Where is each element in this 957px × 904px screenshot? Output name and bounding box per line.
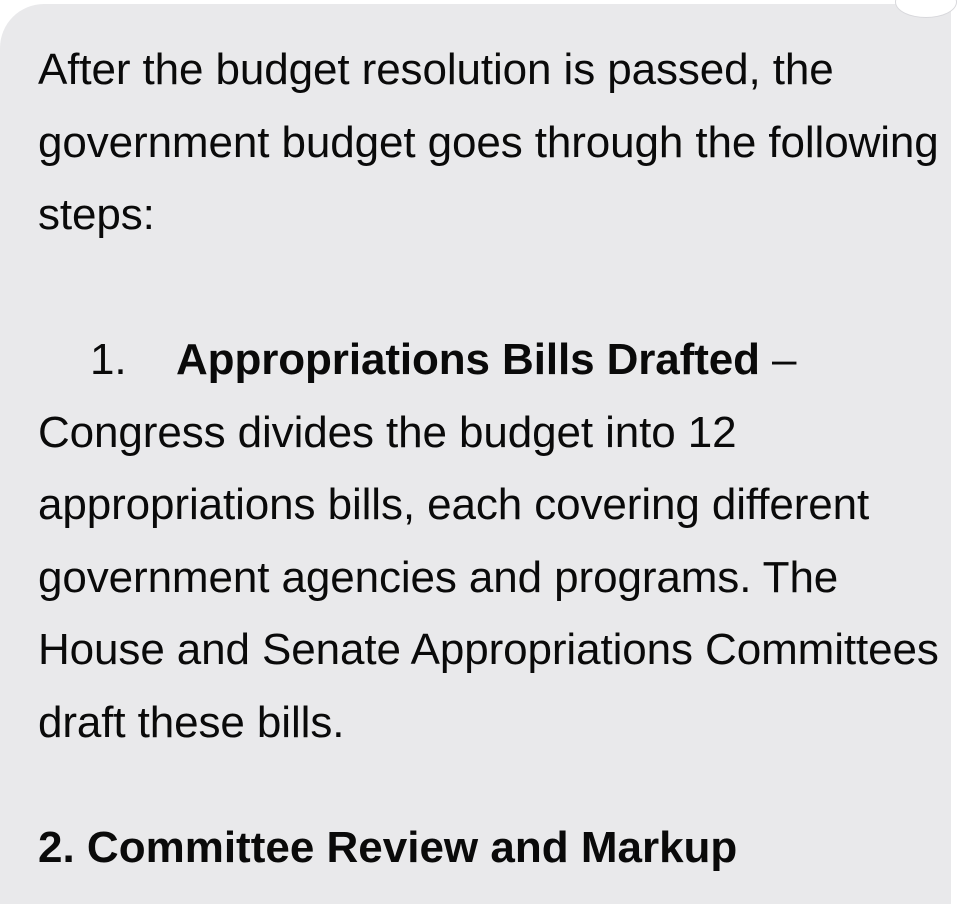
step-title: Appropriations Bills Drafted xyxy=(176,335,760,384)
previous-bubble-edge xyxy=(895,0,957,18)
list-item-step-1 xyxy=(38,324,943,759)
paragraph-gap xyxy=(38,252,943,325)
message-bubble[interactable] xyxy=(0,4,951,904)
list-number: 1. xyxy=(90,335,127,384)
step-dash: – xyxy=(759,335,797,384)
message-content xyxy=(38,34,943,759)
list-item-step-2-partial: 2. Committee Review and Markup xyxy=(38,823,738,872)
intro-paragraph: After the budget resolution is passed, the government budget goes through the following steps: xyxy=(38,45,939,239)
step-body: Congress divides the budget into 12 appropriations bills, each covering different government agencies and programs. The House and Senate Appropriations Committees draft these bills. xyxy=(38,407,939,747)
